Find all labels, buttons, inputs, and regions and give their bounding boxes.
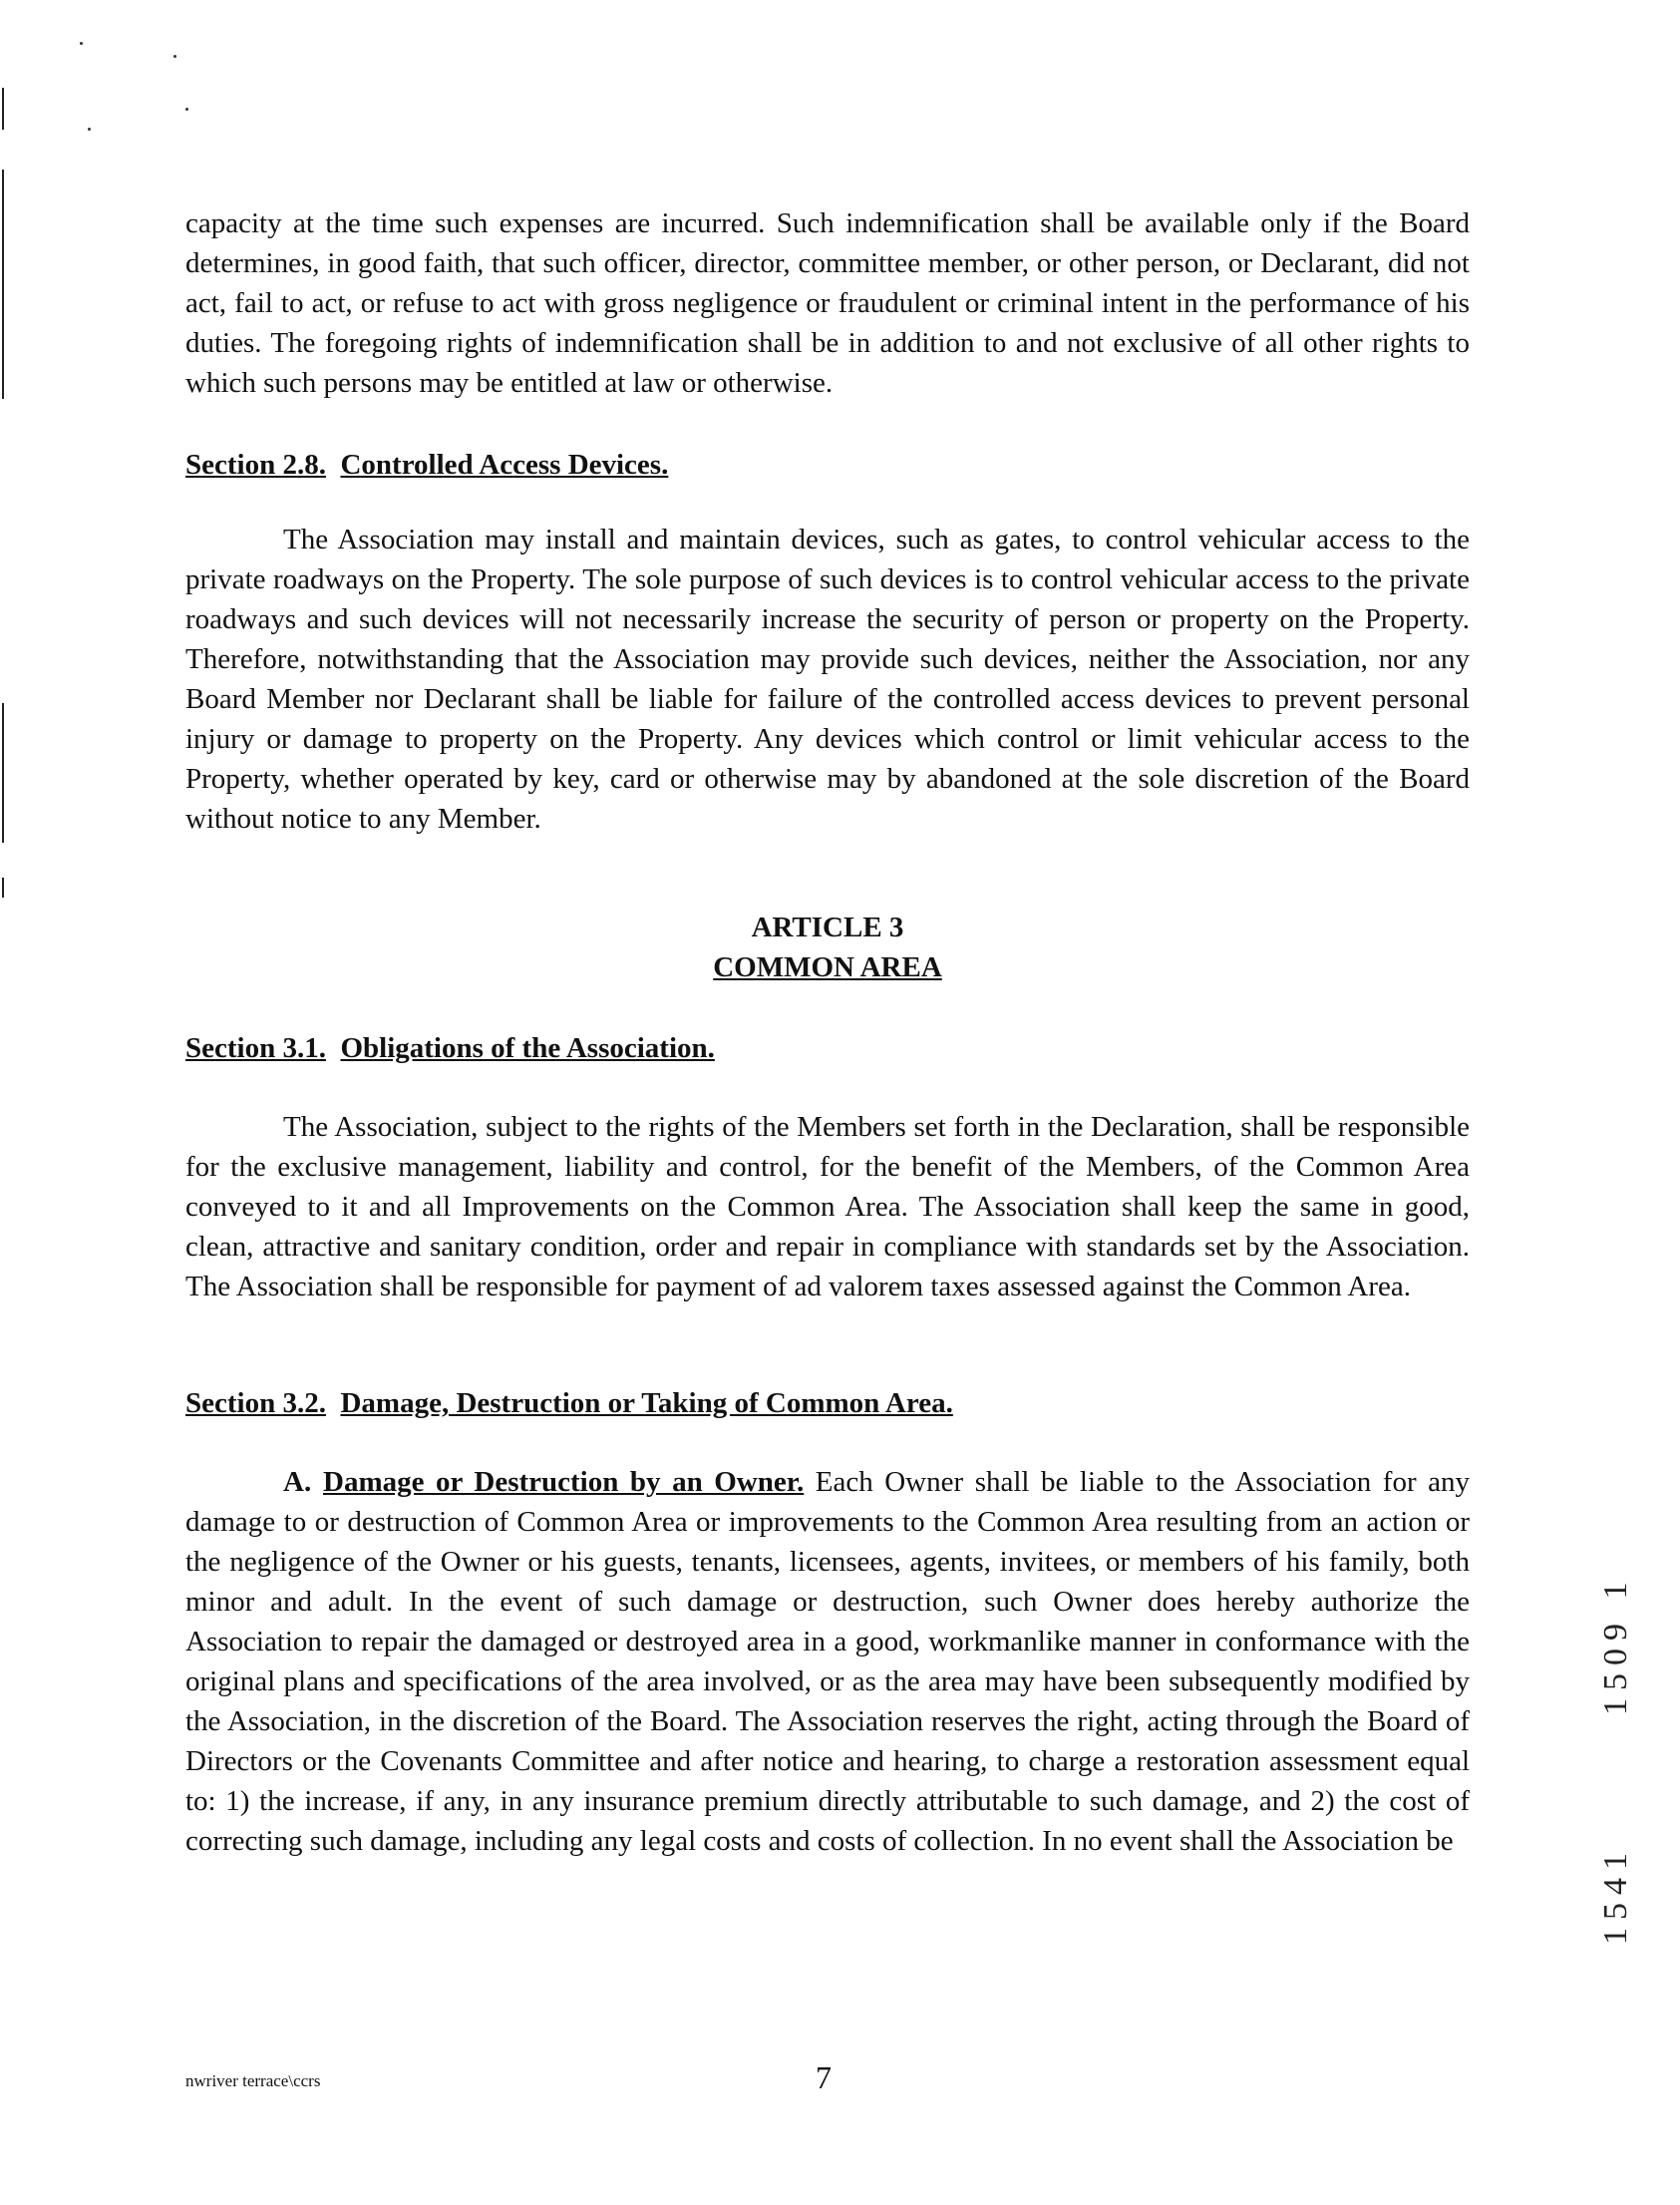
section-3-2	[185, 1383, 1470, 1423]
section-2-8-body	[185, 520, 1470, 839]
article-number: ARTICLE 3	[751, 912, 904, 943]
section-title: Controlled Access Devices.	[340, 449, 669, 481]
section-heading	[185, 445, 1470, 485]
stamp-line-2: 1541	[1597, 1845, 1634, 1945]
section-title: Obligations of the Association.	[340, 1032, 715, 1064]
section-number: Section 3.1.	[185, 1032, 326, 1064]
scan-edge-line	[2, 703, 4, 843]
scan-speck	[88, 128, 91, 131]
section-number: Section 3.2.	[185, 1387, 326, 1419]
scan-speck	[80, 42, 83, 45]
scan-edge-line	[2, 170, 4, 399]
section-heading	[185, 1383, 1470, 1423]
scan-speck	[173, 55, 176, 58]
article-title: COMMON AREA	[713, 951, 942, 983]
section-3-2-body	[185, 1462, 1470, 1861]
subsection-title: Damage or Destruction by an Owner.	[323, 1466, 805, 1498]
paragraph-damage-by-owner	[185, 1462, 1470, 1861]
scan-speck	[185, 108, 188, 111]
paragraph-obligations: The Association, subject to the rights of the Members set forth in the Declaration, shall be responsible for the exclusive management, liability and control, for the benefit of the Members, of the Common Area conveyed to it and all Improvements on the Common Area. The Association shall keep the same in good, clean, attractive and sanitary condition, order and repair in compliance with standards set by the Association. The Association shall be responsible for payment of ad valorem taxes assessed against the Common Area.	[185, 1111, 1470, 1302]
recording-stamp	[1595, 1576, 1665, 1955]
scan-edge-line	[2, 88, 4, 130]
footer-file-reference: nwriver terrace\ccrs	[185, 2071, 321, 2090]
page-number: 7	[816, 2059, 832, 2095]
section-3-1	[185, 1028, 1470, 1068]
section-heading	[185, 1028, 1470, 1068]
article-heading	[185, 908, 1470, 987]
stamp-line-1: 1509 1	[1597, 1574, 1634, 1715]
subsection-label: A.	[283, 1466, 312, 1498]
section-title: Damage, Destruction or Taking of Common Area.	[340, 1387, 953, 1419]
subsection-body: Each Owner shall be liable to the Association for any damage to or destruction of Common Area or improvements to the Common Area resulting from an action or the negligence of the Owner or his guests, tenants, licensees, agents, invitees, or members of his family, both minor and adult. In the event of such damage or destruction, such Owner does hereby authorize the Association to repair the damaged or destroyed area in a good, workmanlike manner in conformance with the original plans and specifications of the area involved, or as the area may have been subsequently modified by the Association, in the discretion of the Board. The Association reserves the right, acting through the Board of Directors or the Covenants Committee and after notice and hearing, to charge a restoration assessment equal to: 1) the increase, if any, in any insurance premium directly attributable to such damage, and 2) the cost of correcting such damage, including any legal costs and costs of collection. In no event shall the Association be	[185, 1466, 1471, 1857]
article-title-line	[185, 947, 1470, 987]
section-2-8	[185, 445, 1470, 485]
section-number: Section 2.8.	[185, 449, 326, 481]
body-text	[185, 203, 1470, 403]
section-3-1-body	[185, 1107, 1470, 1306]
paragraph-indemnification: capacity at the time such expenses are incurred. Such indemnification shall be available only if the Board determines, in good faith, that such officer, director, committee member, or other person, or Declarant, did not act, fail to act, or refuse to act with gross negligence or fraudulent or criminal intent in the performance of his duties. The foregoing rights of indemnification shall be in addition to and not exclusive of all other rights to which such persons may be entitled at law or otherwise.	[185, 207, 1470, 399]
paragraph-controlled-access: The Association may install and maintain devices, such as gates, to control vehicular access to the private roadways on the Property. The sole purpose of such devices is to control vehicular access to the private roadways and such devices will not necessarily increase the security of person or property on the Property. Therefore, notwithstanding that the Association may provide such devices, neither the Association, nor any Board Member nor Declarant shall be liable for failure of the controlled access devices to prevent personal injury or damage to property on the Property. Any devices which control or limit vehicular access to the Property, whether operated by key, card or otherwise may by abandoned at the sole discretion of the Board without notice to any Member.	[185, 524, 1470, 835]
scan-edge-line	[2, 878, 4, 898]
